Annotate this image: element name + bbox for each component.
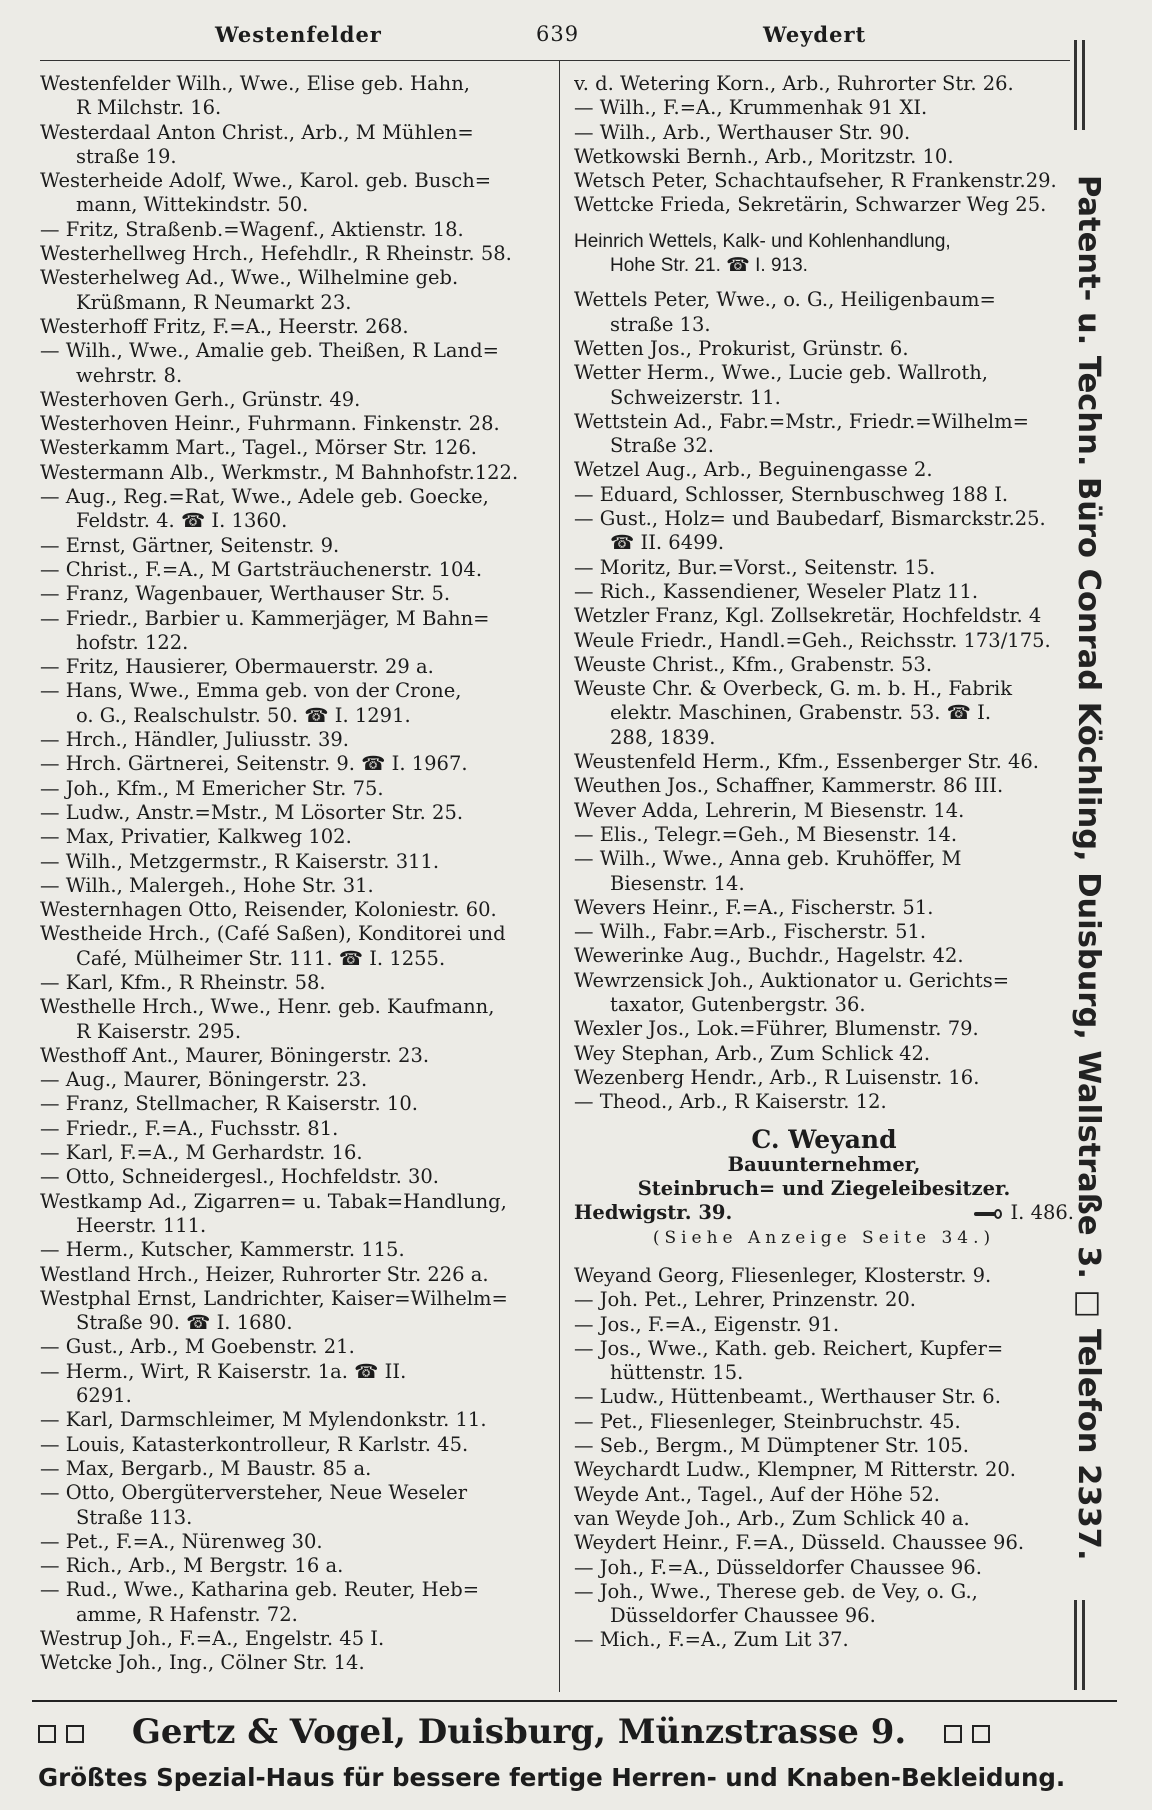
square-ornament-icon [972, 1725, 990, 1743]
entry-line: Westerhoven Gerh., Grünstr. 49. [40, 387, 361, 411]
entry-line: Weuthen Jos., Schaffner, Kammerstr. 86 III. [574, 774, 1004, 798]
entry-continuation-line: Krüßmann, R Neumarkt 23. [76, 290, 352, 314]
entry-line: — Moritz, Bur.=Vorst., Seitenstr. 15. [574, 555, 936, 579]
entry-line: — Ludw., Anstr.=Mstr., M Lösorter Str. 25. [40, 800, 464, 824]
directory-entry [574, 193, 1074, 217]
directory-entry [40, 1117, 545, 1141]
directory-entry [40, 1627, 545, 1651]
entry-line: Westerdaal Anton Christ., Arb., M Mühlen= [40, 120, 474, 144]
entry-line: Westerhoff Fritz, F.=A., Heerstr. 268. [40, 314, 409, 338]
entry-continuation-line: Düsseldorfer Chaussee 96. [610, 1604, 876, 1628]
telephone-icon [974, 1209, 1004, 1219]
weyand-advert-line2: Steinbruch= und Ziegeleibesitzer. [637, 1177, 1011, 1201]
weyand-advert-reference: (Siehe Anzeige Seite 34.) [652, 1227, 996, 1248]
entry-line: Weule Friedr., Handl.=Geh., Reichsstr. 173/175. [574, 628, 1051, 652]
directory-entry [574, 337, 1074, 361]
directory-entry [574, 677, 1074, 750]
entry-line: — Max, Bergarb., M Baustr. 85 a. [40, 1456, 372, 1480]
entry-line: — Friedr., F.=A., Fuchsstr. 81. [40, 1116, 339, 1140]
directory-entry [574, 1410, 1074, 1434]
footer-rule [32, 1700, 1117, 1702]
directory-entry [574, 847, 1074, 896]
directory-entry [574, 1483, 1074, 1507]
entry-line: Wettels Peter, Wwe., o. G., Heiligenbaum= [574, 288, 996, 312]
directory-entry [40, 1092, 545, 1116]
directory-entry [40, 315, 545, 339]
entry-line: — Ludw., Hüttenbeamt., Werthauser Str. 6. [574, 1385, 1001, 1409]
entry-line: — Gust., Holz= und Baubedarf, Bismarckstr.25. [574, 507, 1046, 531]
directory-entry [574, 96, 1074, 120]
directory-entry [40, 1141, 545, 1165]
entry-line: Wetzel Aug., Arb., Beguinengasse 2. [574, 458, 933, 482]
sidebar-advert-text: Patent- u. Techn. Büro Conrad Köchling, Duisburg, Wallstraße 3. □ Telefon 2337. [1071, 175, 1106, 1561]
entry-line: — Pet., Fliesenleger, Steinbruchstr. 45. [574, 1409, 961, 1433]
entry-continuation-line: elektr. Maschinen, Grabenstr. 53. ☎ I. [610, 701, 992, 725]
weyand-advert-phone: I. 486. [1010, 1201, 1074, 1225]
directory-entry [40, 679, 545, 728]
entry-line: — Hrch., Händler, Juliusstr. 39. [40, 728, 349, 752]
entry-line: — Otto, Schneidergesl., Hochfeldstr. 30. [40, 1165, 440, 1189]
entry-line: Wetten Jos., Prokurist, Grünstr. 6. [574, 336, 909, 360]
directory-entry [574, 1507, 1074, 1531]
directory-entry [40, 388, 545, 412]
directory-entry [574, 1628, 1074, 1652]
entry-line: — Karl, Kfm., R Rheinstr. 58. [40, 970, 326, 994]
entry-continuation-line: Straße 90. ☎ I. 1680. [76, 1311, 293, 1335]
entry-line: — Friedr., Barbier u. Kammerjäger, M Bahn= [40, 606, 490, 630]
directory-entry [574, 507, 1074, 556]
weyand-advert-contact [574, 1201, 1074, 1225]
entry-line: — Wilh., Fabr.=Arb., Fischerstr. 51. [574, 920, 927, 944]
entry-line: Westermann Alb., Werkmstr., M Bahnhofstr.122. [40, 460, 519, 484]
directory-entry [574, 1556, 1074, 1580]
entry-line: Wetcke Joh., Ing., Cölner Str. 14. [40, 1651, 365, 1675]
footer-advert-name: Gertz & Vogel, Duisburg, Münzstrasse 9. [131, 1712, 907, 1752]
directory-entry [40, 266, 545, 315]
entry-line: Wever Adda, Lehrerin, M Biesenstr. 14. [574, 798, 965, 822]
directory-entry [574, 896, 1074, 920]
directory-entry [574, 1090, 1074, 1114]
entry-line: Westhoff Ant., Maurer, Böningerstr. 23. [40, 1043, 430, 1067]
directory-entry [574, 629, 1074, 653]
entry-line: — Seb., Bergm., M Dümptener Str. 105. [574, 1434, 969, 1458]
entry-line: — Max, Privatier, Kalkweg 102. [40, 825, 352, 849]
directory-entry [574, 944, 1074, 968]
entry-continuation-line: R Kaiserstr. 295. [76, 1019, 242, 1043]
entry-continuation-line: hofstr. 122. [76, 630, 189, 654]
directory-entry [574, 1434, 1074, 1458]
directory-entry [40, 242, 545, 266]
directory-entry [40, 1360, 545, 1409]
directory-entry [40, 995, 545, 1044]
entry-line: — Wilh., Arb., Werthauser Str. 90. [574, 120, 911, 144]
directory-entry [40, 752, 545, 776]
entry-line: — Joh., Kfm., M Emericher Str. 75. [40, 776, 384, 800]
entry-continuation-line: Feldstr. 4. ☎ I. 1360. [76, 509, 288, 533]
entry-line: Wettcke Frieda, Sekretärin, Schwarzer Weg 25. [574, 193, 1047, 217]
entry-continuation-line: Schweizerstr. 11. [610, 385, 781, 409]
directory-entry [40, 121, 545, 170]
entry-line: — Joh. Pet., Lehrer, Prinzenstr. 20. [574, 1288, 916, 1312]
weyand-advert-line1: Bauunternehmer, [727, 1152, 921, 1176]
entry-line: — Jos., F.=A., Eigenstr. 91. [574, 1312, 840, 1336]
entry-line: Wezenberg Hendr., Arb., R Luisenstr. 16. [574, 1065, 980, 1089]
entry-line: — Franz, Wagenbauer, Werthauser Str. 5. [40, 582, 451, 606]
directory-entry [574, 410, 1074, 459]
entry-continuation-line: taxator, Gutenbergstr. 36. [610, 992, 866, 1016]
entry-line: Wettstein Ad., Fabr.=Mstr., Friedr.=Wilhelm= [574, 409, 1029, 433]
entry-line: — Karl, Darmschleimer, M Mylendonkstr. 11. [40, 1408, 487, 1432]
entry-line: Westerhellweg Hrch., Hefehdlr., R Rheinstr. 58. [40, 242, 512, 266]
directory-entry [40, 534, 545, 558]
entry-continuation-line: Straße 113. [76, 1505, 193, 1529]
entry-continuation-line: Straße 32. [610, 434, 714, 458]
column-separator [559, 60, 560, 1692]
entry-line: Westkamp Ad., Zigarren= u. Tabak=Handlung, [40, 1189, 507, 1213]
entry-line: — Elis., Telegr.=Geh., M Biesenstr. 14. [574, 822, 958, 846]
entry-continuation-line: amme, R Hafenstr. 72. [76, 1602, 298, 1626]
entry-line: Wetsch Peter, Schachtaufseher, R Frankenstr.29. [574, 169, 1057, 193]
entry-continuation-line: wehrstr. 8. [76, 363, 183, 387]
directory-entry [40, 898, 545, 922]
directory-entry [574, 653, 1074, 677]
entry-line: — Eduard, Schlosser, Sternbuschweg 188 I. [574, 482, 1009, 506]
directory-entry [574, 823, 1074, 847]
directory-entry [574, 1531, 1074, 1555]
directory-entry [574, 72, 1074, 96]
directory-entry [574, 1042, 1074, 1066]
entry-line: — Fritz, Hausierer, Obermauerstr. 29 a. [40, 655, 434, 679]
directory-entry [40, 1238, 545, 1262]
entry-continuation-line: hüttenstr. 15. [610, 1361, 744, 1385]
directory-entry [40, 1335, 545, 1359]
directory-entry [40, 558, 545, 582]
entry-line: Weydert Heinr., F.=A., Düsseld. Chaussee 96. [574, 1531, 1025, 1555]
entry-line: — Joh., Wwe., Therese geb. de Vey, o. G., [574, 1579, 978, 1603]
entry-line: — Aug., Reg.=Rat, Wwe., Adele geb. Goecke, [40, 485, 489, 509]
directory-entry [40, 922, 545, 971]
entry-line: — Louis, Katasterkontrolleur, R Karlstr. 45. [40, 1432, 469, 1456]
header-rule [40, 60, 1070, 61]
entry-line: van Weyde Joh., Arb., Zum Schlick 40 a. [574, 1506, 970, 1530]
entry-line: Weuste Chr. & Overbeck, G. m. b. H., Fabrik [574, 677, 1013, 701]
directory-entry [574, 458, 1074, 482]
directory-entry [574, 288, 1074, 337]
entry-continuation-line: o. G., Realschulstr. 50. ☎ I. 1291. [76, 703, 411, 727]
entry-line: — Joh., F.=A., Düsseldorfer Chaussee 96. [574, 1555, 982, 1579]
entry-line: Wetter Herm., Wwe., Lucie geb. Wallroth, [574, 361, 988, 385]
weyand-advert-address: Hedwigstr. 39. [574, 1201, 733, 1225]
directory-entry [40, 850, 545, 874]
entry-line: Wetkowski Bernh., Arb., Moritzstr. 10. [574, 144, 954, 168]
directory-entry [574, 969, 1074, 1018]
entry-line: Wexler Jos., Lok.=Führer, Blumenstr. 79. [574, 1017, 979, 1041]
directory-entry [40, 874, 545, 898]
directory-entry [40, 801, 545, 825]
wettels-advert-line1: Heinrich Wettels, Kalk- und Kohlenhandlung, [574, 230, 951, 252]
entry-continuation-line: R Milchstr. 16. [76, 96, 222, 120]
entry-line: Westland Hrch., Heizer, Ruhrorter Str. 226 a. [40, 1262, 489, 1286]
header-left-keyword: Westenfelder [215, 22, 382, 47]
directory-entry [574, 1066, 1074, 1090]
directory-entry [40, 607, 545, 656]
entry-line: — Pet., F.=A., Nürenweg 30. [40, 1529, 323, 1553]
entry-line: — Wilh., Metzgermstr., R Kaiserstr. 311. [40, 849, 440, 873]
page-number: 639 [536, 22, 580, 46]
entry-line: v. d. Wetering Korn., Arb., Ruhrorter Str. 26. [574, 72, 1014, 95]
directory-entry [574, 1458, 1074, 1482]
entry-line: — Rich., Kassendiener, Weseler Platz 11. [574, 579, 979, 603]
entry-continuation-line: Heerstr. 111. [76, 1213, 207, 1237]
left-column [40, 72, 545, 1676]
entry-line: — Wilh., Malergeh., Hohe Str. 31. [40, 873, 374, 897]
entry-line: Westhelle Hrch., Wwe., Henr. geb. Kaufmann, [40, 995, 495, 1019]
directory-entry [40, 1044, 545, 1068]
entry-line: — Franz, Stellmacher, R Kaiserstr. 10. [40, 1092, 418, 1116]
entry-line: Westerkamm Mart., Tagel., Mörser Str. 126. [40, 436, 477, 460]
entry-line: — Ernst, Gärtner, Seitenstr. 9. [40, 533, 340, 557]
entry-continuation-line: 288, 1839. [610, 725, 716, 749]
directory-entry [574, 1017, 1074, 1041]
entry-line: — Jos., Wwe., Kath. geb. Reichert, Kupfer= [574, 1336, 1004, 1360]
directory-entry [40, 1457, 545, 1481]
directory-entry [574, 121, 1074, 145]
directory-entry [574, 1264, 1074, 1288]
directory-entry [574, 774, 1074, 798]
entry-line: — Mich., F.=A., Zum Lit 37. [574, 1628, 849, 1652]
wettels-advert-line2: Hohe Str. 21. ☎ I. 913. [610, 255, 808, 277]
entry-continuation-line: Café, Mülheimer Str. 111. ☎ I. 1255. [76, 946, 446, 970]
entry-line: Wetzler Franz, Kgl. Zollsekretär, Hochfeldstr. 4 [574, 604, 1042, 628]
entry-continuation-line: mann, Wittekindstr. 50. [76, 193, 309, 217]
directory-entry [40, 1530, 545, 1554]
entry-line: — Gust., Arb., M Goebenstr. 21. [40, 1335, 355, 1359]
directory-entry [574, 145, 1074, 169]
entry-line: — Otto, Obergüterversteher, Neue Weseler [40, 1481, 468, 1505]
square-ornament-icon [38, 1725, 56, 1743]
entry-line: Westphal Ernst, Landrichter, Kaiser=Wilhelm= [40, 1286, 508, 1310]
directory-entry [40, 72, 545, 121]
directory-entry [574, 483, 1074, 507]
entry-line: — Wilh., F.=A., Krummenhak 91 XI. [574, 96, 928, 120]
directory-entry [40, 339, 545, 388]
directory-entry [574, 1580, 1074, 1629]
right-entries-c [574, 1264, 1074, 1653]
entry-line: — Rud., Wwe., Katharina geb. Reuter, Heb= [40, 1578, 480, 1602]
entry-line: — Karl, F.=A., M Gerhardstr. 16. [40, 1141, 363, 1165]
directory-entry [40, 1554, 545, 1578]
entry-line: — Fritz, Straßenb.=Wagenf., Aktienstr. 18. [40, 217, 464, 241]
entry-continuation-line: 6291. [76, 1384, 132, 1408]
directory-entry [40, 777, 545, 801]
entry-line: — Hrch. Gärtnerei, Seitenstr. 9. ☎ I. 1967. [40, 752, 468, 776]
wettels-advert [574, 230, 1074, 279]
directory-entry [40, 1287, 545, 1336]
sidebar-rule-top [1074, 40, 1077, 130]
directory-entry [40, 825, 545, 849]
entry-line: Westernhagen Otto, Reisender, Koloniestr. 60. [40, 898, 497, 922]
entry-continuation-line: straße 19. [76, 144, 177, 168]
entry-line: — Wilh., Wwe., Anna geb. Kruhöffer, M [574, 847, 962, 871]
footer-advert-line1 [38, 1712, 1118, 1756]
directory-entry [40, 436, 545, 460]
directory-entry [40, 1068, 545, 1092]
directory-entry [574, 580, 1074, 604]
sidebar-rule-top-2 [1082, 40, 1085, 130]
footer-advert-line2: Größtes Spezial-Haus für bessere fertige Herren- und Knaben-Bekleidung. [38, 1763, 1066, 1792]
entry-line: — Herm., Wirt, R Kaiserstr. 1a. ☎ II. [40, 1359, 407, 1383]
entry-line: Westrup Joh., F.=A., Engelstr. 45 I. [40, 1627, 385, 1650]
entry-line: Weychardt Ludw., Klempner, M Ritterstr. 20. [574, 1458, 1016, 1482]
directory-entry [40, 218, 545, 242]
right-entries-b [574, 288, 1074, 1114]
entry-continuation-line: straße 13. [610, 312, 711, 336]
weyand-advert [574, 1125, 1074, 1249]
square-ornament-icon [944, 1725, 962, 1743]
directory-entry [40, 1651, 545, 1675]
square-ornament-icon [66, 1725, 84, 1743]
entry-line: — Herm., Kutscher, Kammerstr. 115. [40, 1238, 405, 1262]
directory-entry [40, 728, 545, 752]
directory-entry [574, 1337, 1074, 1386]
entry-line: Westheide Hrch., (Café Saßen), Konditorei und [40, 922, 506, 946]
entry-line: Wevers Heinr., F.=A., Fischerstr. 51. [574, 895, 934, 919]
directory-entry [40, 412, 545, 436]
entry-continuation-line: ☎ II. 6499. [610, 531, 725, 555]
entry-line: — Hans, Wwe., Emma geb. von der Crone, [40, 679, 462, 703]
entry-line: Weustenfeld Herm., Kfm., Essenberger Str. 46. [574, 750, 1040, 774]
directory-entry [574, 169, 1074, 193]
weyand-advert-name: C. Weyand [751, 1125, 897, 1155]
directory-entry [574, 556, 1074, 580]
directory-entry [574, 1313, 1074, 1337]
sidebar-advert [1068, 40, 1142, 1690]
entry-line: — Rich., Arb., M Bergstr. 16 a. [40, 1554, 344, 1578]
directory-entry [40, 1481, 545, 1530]
directory-entry [40, 1190, 545, 1239]
directory-entry [40, 1433, 545, 1457]
directory-entry [40, 582, 545, 606]
entry-continuation-line: Biesenstr. 14. [610, 871, 745, 895]
entry-line: Westenfelder Wilh., Wwe., Elise geb. Hahn, [40, 72, 470, 95]
directory-entry [40, 1408, 545, 1432]
directory-entry [40, 169, 545, 218]
entry-line: Westerheide Adolf, Wwe., Karol. geb. Busch= [40, 169, 492, 193]
entry-line: — Theod., Arb., R Kaiserstr. 12. [574, 1090, 887, 1114]
entry-line: Weyand Georg, Fliesenleger, Klosterstr. 9. [574, 1263, 992, 1287]
directory-entry [40, 1578, 545, 1627]
header-right-keyword: Weydert [763, 22, 867, 47]
entry-line: Westerhoven Heinr., Fuhrmann. Finkenstr. 28. [40, 412, 500, 436]
directory-entry [40, 485, 545, 534]
entry-line: Wewrzensick Joh., Auktionator u. Gerichts= [574, 968, 1010, 992]
directory-entry [574, 799, 1074, 823]
directory-entry [574, 604, 1074, 628]
entry-line: Wey Stephan, Arb., Zum Schlick 42. [574, 1041, 931, 1065]
entry-line: Wewerinke Aug., Buchdr., Hagelstr. 42. [574, 944, 964, 968]
directory-entry [574, 361, 1074, 410]
entry-line: — Aug., Maurer, Böningerstr. 23. [40, 1068, 368, 1092]
right-column [574, 72, 1074, 1653]
entry-line: — Christ., F.=A., M Gartsträuchenerstr. 104. [40, 557, 483, 581]
entry-line: Westerhelweg Ad., Wwe., Wilhelmine geb. [40, 266, 459, 290]
entry-line: Weuste Christ., Kfm., Grabenstr. 53. [574, 652, 933, 676]
directory-entry [40, 461, 545, 485]
directory-entry [40, 655, 545, 679]
directory-entry [574, 750, 1074, 774]
entry-line: Weyde Ant., Tagel., Auf der Höhe 52. [574, 1482, 940, 1506]
directory-entry [574, 920, 1074, 944]
directory-entry [40, 1165, 545, 1189]
directory-entry [574, 1385, 1074, 1409]
directory-entry [574, 1288, 1074, 1312]
right-entries-a [574, 72, 1074, 218]
directory-entry [40, 971, 545, 995]
entry-line: — Wilh., Wwe., Amalie geb. Theißen, R Land= [40, 339, 499, 363]
directory-entry [40, 1263, 545, 1287]
